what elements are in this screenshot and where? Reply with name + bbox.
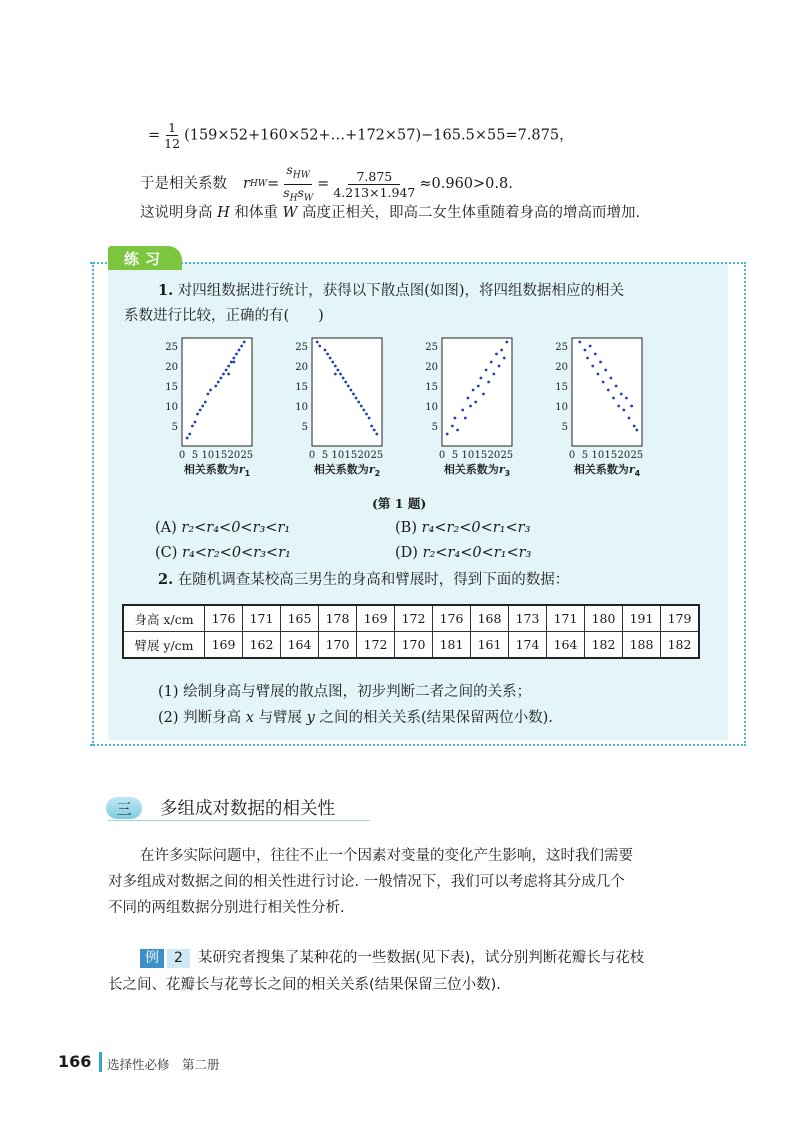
scatter-point xyxy=(222,373,225,376)
scatter-point xyxy=(240,345,243,348)
scatter-point xyxy=(207,393,210,396)
scatter-point xyxy=(599,361,602,364)
y-tick-label: 25 xyxy=(295,342,308,353)
q1-line-1: 1. 对四组数据进行统计，获得以下散点图(如图)，将四组数据相应的相关 xyxy=(158,282,625,299)
plot-caption: 相关系数为$r_1$ xyxy=(183,463,251,478)
scatter-point xyxy=(373,429,376,432)
y-tick-label: 5 xyxy=(301,422,308,433)
fraction-s-ratio: $\frac{s_{HW}}{s_Hs_W}$ xyxy=(283,162,314,203)
scatter-point xyxy=(620,393,623,396)
table-cell: 172 xyxy=(357,632,395,659)
scatter-point xyxy=(584,349,587,352)
scatter-point xyxy=(334,373,337,376)
x-tick-label: 25 xyxy=(630,450,644,461)
scatter-point xyxy=(365,413,368,416)
scatter-point xyxy=(617,405,620,408)
y-tick-label: 15 xyxy=(555,382,568,393)
x-tick-label: 15 xyxy=(474,450,488,461)
y-tick-label: 15 xyxy=(295,382,308,393)
figure-caption: (第 1 题) xyxy=(372,496,427,511)
scatter-point xyxy=(316,341,319,344)
exercise-border-left xyxy=(92,262,94,746)
table-cell: 173 xyxy=(509,605,547,632)
x-tick-label: 0 xyxy=(308,450,316,461)
formula-line-1: = $\frac{1}{12}$ (159×52+160×52+…+172×57)−165.5×55=7.875， xyxy=(148,120,574,151)
scatter-svg-r4 xyxy=(550,336,670,476)
table-row-arm xyxy=(123,632,699,659)
scatter-point xyxy=(472,389,475,392)
scatter-point xyxy=(357,401,360,404)
exercise-border-bottom xyxy=(90,744,746,746)
scatter-point xyxy=(186,437,189,440)
row-header-arm: 臂展 y/cm xyxy=(123,632,205,659)
scatter-point xyxy=(318,345,321,348)
y-tick-label: 25 xyxy=(425,342,438,353)
section-number-badge: 三 xyxy=(106,797,142,819)
section-para-line-3: 不同的两组数据分别进行相关性分析. xyxy=(108,900,345,916)
q2-sub-2: (2) 判断身高 x 与臂展 y 之间的相关关系(结果保留两位小数). xyxy=(158,710,553,726)
table-cell: 180 xyxy=(585,605,623,632)
scatter-point xyxy=(456,429,459,432)
scatter-point xyxy=(243,341,246,344)
y-tick-label: 10 xyxy=(165,402,178,413)
q2-line: 2. 在随机调查某校高三男生的身高和臂展时，得到下面的数据： xyxy=(158,571,570,588)
scatter-point xyxy=(633,425,636,428)
scatter-point xyxy=(490,361,493,364)
table-cell: 169 xyxy=(357,605,395,632)
scatter-point xyxy=(607,389,610,392)
scatter-point xyxy=(469,405,472,408)
footer-accent-bar xyxy=(99,1052,102,1072)
x-tick-label: 25 xyxy=(370,450,384,461)
scatter-point xyxy=(628,417,631,420)
scatter-point xyxy=(464,417,467,420)
scatter-point xyxy=(337,369,340,372)
scatter-point xyxy=(604,369,607,372)
scatter-point xyxy=(454,417,457,420)
scatter-point xyxy=(485,369,488,372)
book-title: 选择性必修 第二册 xyxy=(107,1057,220,1072)
x-tick-label: 5 xyxy=(321,450,329,461)
table-cell: 191 xyxy=(623,605,661,632)
scatter-point xyxy=(446,433,449,436)
example-line-2: 长之间、花瓣长与花萼长之间的相关关系(结果保留三位小数). xyxy=(108,977,501,993)
y-tick-label: 5 xyxy=(561,422,568,433)
table-cell: 182 xyxy=(585,632,623,659)
table-cell: 164 xyxy=(281,632,319,659)
table-cell: 188 xyxy=(623,632,661,659)
y-tick-label: 20 xyxy=(165,362,178,373)
scatter-point xyxy=(188,433,191,436)
scatter-point xyxy=(355,397,358,400)
scatter-point xyxy=(191,425,194,428)
option-c: (C) r₄<r₂<0<r₃<r₁ xyxy=(155,545,291,561)
scatter-point xyxy=(477,385,480,388)
scatter-point xyxy=(209,389,212,392)
example-line-1: 例 2 某研究者搜集了某种花的一些数据(见下表)，试分别判断花瓣长与花枝 xyxy=(140,948,644,968)
x-tick-label: 10 xyxy=(461,450,475,461)
row-header-height: 身高 x/cm xyxy=(123,605,205,632)
scatter-point xyxy=(232,361,235,364)
scatter-point xyxy=(602,381,605,384)
plot-frame xyxy=(442,338,512,446)
scatter-point xyxy=(196,413,199,416)
scatter-point xyxy=(578,341,581,344)
scatter-point xyxy=(625,397,628,400)
scatter-point xyxy=(586,357,589,360)
scatter-point xyxy=(591,365,594,368)
scatter-point xyxy=(342,377,345,380)
scatter-point xyxy=(495,353,498,356)
table-cell: 176 xyxy=(433,605,471,632)
section-para-line-1: 在许多实际问题中，往往不止一个因素对变量的变化产生影响，这时我们需要 xyxy=(140,848,633,864)
y-tick-label: 10 xyxy=(425,402,438,413)
scatter-point xyxy=(482,393,485,396)
table-cell: 165 xyxy=(281,605,319,632)
scatter-point xyxy=(219,377,222,380)
section-para-line-2: 对多组成对数据之间的相关性进行讨论. 一般情况下，我们可以考虑将其分成几个 xyxy=(108,874,625,890)
plot-caption: 相关系数为$r_2$ xyxy=(313,463,381,478)
table-cell: 170 xyxy=(319,632,357,659)
scatter-point xyxy=(217,381,220,384)
exercise-border-right xyxy=(744,262,746,746)
scatter-plot-r1 xyxy=(160,336,280,476)
scatter-point xyxy=(597,373,600,376)
scatter-point xyxy=(349,389,352,392)
x-tick-label: 0 xyxy=(438,450,446,461)
page-number: 166 xyxy=(58,1052,92,1071)
example-number: 2 xyxy=(167,949,190,968)
scatter-point xyxy=(347,385,350,388)
q2-sub-1: (1) 绘制身高与臂展的散点图，初步判断二者之间的关系； xyxy=(158,684,532,700)
scatter-point xyxy=(360,405,363,408)
scatter-point xyxy=(612,397,615,400)
option-b: (B) r₄<r₂<0<r₁<r₃ xyxy=(395,520,531,536)
scatter-svg-r3 xyxy=(420,336,540,476)
scatter-point xyxy=(362,409,365,412)
scatter-point xyxy=(227,365,230,368)
scatter-point xyxy=(500,349,503,352)
table-cell: 172 xyxy=(395,605,433,632)
scatter-point xyxy=(334,365,337,368)
example-label: 例 xyxy=(140,949,164,968)
table-cell: 176 xyxy=(205,605,243,632)
scatter-point xyxy=(326,353,329,356)
y-tick-label: 10 xyxy=(555,402,568,413)
section-title: 多组成对数据的相关性 xyxy=(160,799,335,819)
x-tick-label: 5 xyxy=(191,450,199,461)
scatter-plot-r2 xyxy=(290,336,410,476)
scatter-point xyxy=(505,341,508,344)
exercise-tab: 练习 xyxy=(108,246,182,270)
scatter-point xyxy=(461,409,464,412)
scatter-point xyxy=(474,401,477,404)
scatter-plot-r4 xyxy=(550,336,670,476)
table-cell: 164 xyxy=(547,632,585,659)
scatter-point xyxy=(594,353,597,356)
scatter-point xyxy=(199,409,202,412)
scatter-point xyxy=(194,421,197,424)
scatter-point xyxy=(635,429,638,432)
scatter-point xyxy=(324,349,327,352)
plot-frame xyxy=(312,338,382,446)
table-row-height xyxy=(123,605,699,632)
scatter-point xyxy=(368,417,371,420)
y-tick-label: 15 xyxy=(165,382,178,393)
scatter-plot-r3 xyxy=(420,336,540,476)
scatter-svg-r1 xyxy=(160,336,280,476)
x-tick-label: 15 xyxy=(344,450,358,461)
table-cell: 162 xyxy=(243,632,281,659)
scatter-point xyxy=(230,361,233,364)
scatter-point xyxy=(339,373,342,376)
table-cell: 168 xyxy=(471,605,509,632)
height-arm-table xyxy=(122,604,700,659)
conclusion-line: 这说明身高 H 和体重 W 高度正相关，即高二女生体重随着身高的增高而增加. xyxy=(140,205,641,221)
scatter-point xyxy=(214,385,217,388)
x-tick-label: 25 xyxy=(240,450,254,461)
plot-caption: 相关系数为$r_4$ xyxy=(573,463,641,478)
x-tick-label: 20 xyxy=(487,450,501,461)
section-underline xyxy=(108,820,370,821)
plot-frame xyxy=(182,338,252,446)
scatter-point xyxy=(329,357,332,360)
q1-line-2: 系数进行比较，正确的有( ) xyxy=(124,308,324,324)
x-tick-label: 5 xyxy=(581,450,589,461)
scatter-point xyxy=(375,433,378,436)
y-tick-label: 25 xyxy=(165,342,178,353)
scatter-point xyxy=(344,381,347,384)
scatter-svg-r2 xyxy=(290,336,410,476)
scatter-point xyxy=(615,385,618,388)
table-cell: 182 xyxy=(661,632,700,659)
height-arm-table-wrap xyxy=(122,604,700,659)
scatter-point xyxy=(498,365,501,368)
scatter-point xyxy=(225,369,228,372)
x-tick-label: 0 xyxy=(568,450,576,461)
scatter-point xyxy=(630,405,633,408)
y-tick-label: 5 xyxy=(171,422,178,433)
scatter-point xyxy=(589,345,592,348)
plot-frame xyxy=(572,338,642,446)
scatter-point xyxy=(451,425,454,428)
y-tick-label: 20 xyxy=(555,362,568,373)
scatter-point xyxy=(370,425,373,428)
x-tick-label: 10 xyxy=(591,450,605,461)
scatter-point xyxy=(227,373,230,376)
scatter-point xyxy=(467,397,470,400)
formula-line-2: 于是相关系数 r HW = $\frac{s_{HW}}{s_Hs_W}$ = $\frac{7.875}{4.213\times 1.947}$ ≈0.960>0.8. xyxy=(140,162,513,206)
scatter-point xyxy=(352,393,355,396)
scatter-point xyxy=(204,401,207,404)
table-cell: 171 xyxy=(547,605,585,632)
scatter-point xyxy=(238,349,241,352)
fraction-value: $\frac{7.875}{4.213\times 1.947}$ xyxy=(333,168,416,200)
scatter-point xyxy=(232,357,235,360)
table-cell: 174 xyxy=(509,632,547,659)
y-tick-label: 20 xyxy=(295,362,308,373)
scatter-point xyxy=(331,361,334,364)
scatter-point xyxy=(201,405,204,408)
table-cell: 181 xyxy=(433,632,471,659)
y-tick-label: 5 xyxy=(431,422,438,433)
x-tick-label: 20 xyxy=(227,450,241,461)
table-cell: 171 xyxy=(243,605,281,632)
x-tick-label: 15 xyxy=(214,450,228,461)
x-tick-label: 15 xyxy=(604,450,618,461)
x-tick-label: 10 xyxy=(201,450,215,461)
x-tick-label: 20 xyxy=(617,450,631,461)
x-tick-label: 20 xyxy=(357,450,371,461)
fraction-one-twelfth: $\frac{1}{12}$ xyxy=(164,120,181,151)
table-cell: 170 xyxy=(395,632,433,659)
table-cell: 161 xyxy=(471,632,509,659)
scatter-point xyxy=(609,377,612,380)
y-tick-label: 25 xyxy=(555,342,568,353)
x-tick-label: 0 xyxy=(178,450,186,461)
exercise-border-top xyxy=(90,262,746,264)
table-cell: 169 xyxy=(205,632,243,659)
x-tick-label: 10 xyxy=(331,450,345,461)
option-a: (A) r₂<r₄<0<r₃<r₁ xyxy=(155,520,291,536)
scatter-point xyxy=(235,353,238,356)
scatter-point xyxy=(503,357,506,360)
scatter-point xyxy=(479,377,482,380)
scatter-point xyxy=(622,409,625,412)
scatter-point xyxy=(492,373,495,376)
y-tick-label: 10 xyxy=(295,402,308,413)
y-tick-label: 20 xyxy=(425,362,438,373)
table-cell: 178 xyxy=(319,605,357,632)
x-tick-label: 25 xyxy=(500,450,514,461)
plot-caption: 相关系数为$r_3$ xyxy=(443,463,511,478)
option-d: (D) r₂<r₄<0<r₁<r₃ xyxy=(395,545,532,561)
scatter-point xyxy=(487,381,490,384)
y-tick-label: 15 xyxy=(425,382,438,393)
x-tick-label: 5 xyxy=(451,450,459,461)
table-cell: 179 xyxy=(661,605,700,632)
